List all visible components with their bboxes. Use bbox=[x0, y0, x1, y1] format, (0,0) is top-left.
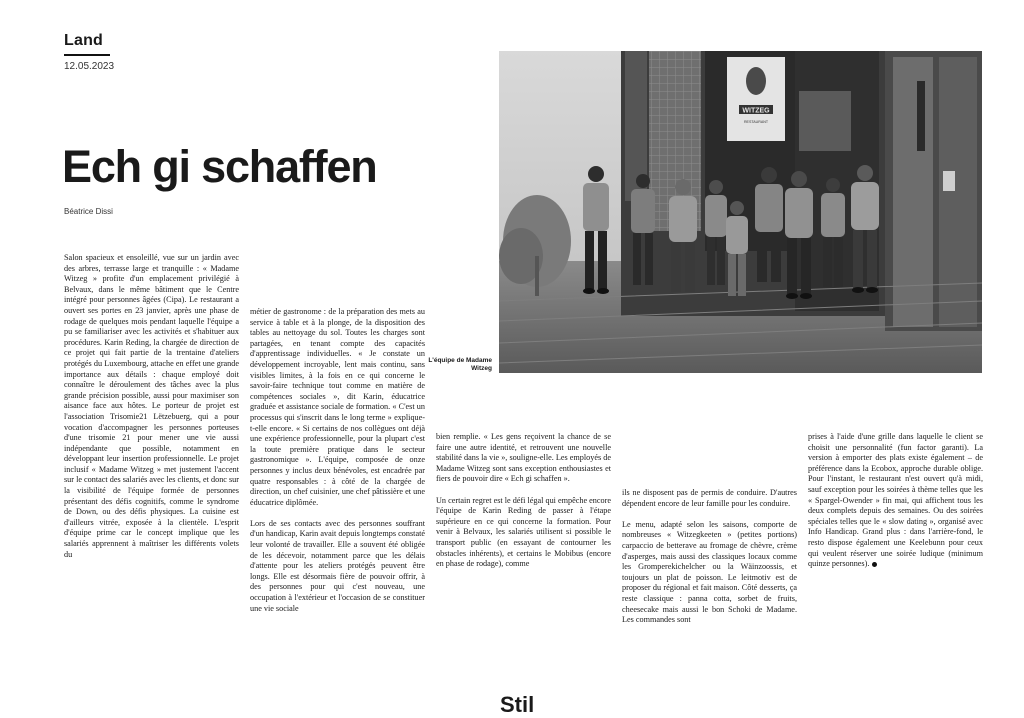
author-byline: Béatrice Dissi bbox=[64, 207, 113, 216]
text-column-4 bbox=[622, 488, 797, 626]
section-label: Land bbox=[64, 32, 104, 49]
paragraph-text: prises à l'aide d'une grille dans laquelle le client se choisit une personnalité (fun factor garanti). La version à emporter des plats existe également – de préférence dans la Ecobox, approche durable oblige. Pour l'instant, le restaurant n'est ouvert qu'à midi, sauf exception pour les soirées à thème telles que les « Spargel-Owender » fin mai, qui affichent tous les deux complets depuis des semaines. Ou des soirées spéciales telles que le « slow dating », organisé avec Info Handicap. Grand plus : dans l'arrière-fond, le resto dispose également une Keelebunn pour ceux qui veulent réserver une soirée ludique (minimum quinze personnes). bbox=[808, 432, 983, 569]
glass-door bbox=[885, 51, 982, 331]
paragraph: bien remplie. « Les gens reçoivent la chance de se faire une autre identité, et retrouvent une nouvelle stabilité dans la vie », souligne-elle. Les employés de Madame Witzeg sont sans exception enthousiastes et fiers de pouvoir dire « Ech gi schaffen ». bbox=[436, 432, 611, 484]
photo-caption: L'équipe de Madame Witzeg bbox=[428, 357, 492, 372]
article-headline: Ech gi schaffen bbox=[62, 141, 377, 192]
paragraph: ils ne disposent pas de permis de conduire. D'autres dépendent encore de leur famille pour les conduire. bbox=[622, 488, 797, 508]
paragraph: Salon spacieux et ensoleillé, vue sur un jardin avec des arbres, terrasse large et tranquille : « Madame Witzeg » profite d'un emplacement privilégié à Belvaux, dans le même bâtiment que le Centre intégré pour personnes âgées (Cipa). Le restaurant a ouvert ses portes en 23 janvier, après une phase de rodage de quelques mois pendant laquelle l'équipe a pu se familiariser avec les activités et s'habituer aux procédures. Karin Reding, la chargée de direction de ce projet qui fait partie de la trentaine d'ateliers protégés du Luxembourg, attache en effet une grande importance aux détails : chaque employé doit connaître le déroulement des tâches avec la plus grande précision possible, aussi pour maximiser son aisance face aux hôtes. Le porteur de projet est l'association Trisomie21 Lëtzebuerg, qui a pour vocation d'accompagner les personnes porteuses d'une trisomie 21 pour mener une vie aussi indépendante que possible, notamment en développant leur insertion professionnelle. Le projet inclusif « Madame Witzeg » met justement l'accent sur le contact des salariés avec les clients, et donc sur la visibilité de l'équipe formée de personnes présentant des défis cognitifs, comme le syndrome de Down, ou des défis physiques. La cuisine est d'ailleurs vitrée, exposée à la clientèle. L'esprit d'équipe prime car le concept implique que les salariés apprennent à maîtriser les différents volets du bbox=[64, 253, 239, 559]
restaurant-sign bbox=[727, 57, 785, 141]
section-rule bbox=[64, 54, 110, 56]
paragraph: Lors de ses contacts avec des personnes souffrant d'un handicap, Karin avait depuis longtemps constaté leur volonté de travailler. Elle a souvent été obligée de les décevoir, notamment parce que les délais d'attente pour les ateliers protégés peuvent être longs. Elle est désormais fière de pouvoir offrir, à des personnes pour qui c'est nouveau, une occupation à l'extérieur et l'occasion de se constituer une vie sociale bbox=[250, 518, 425, 613]
sign-text: WITZEG bbox=[742, 107, 770, 115]
sign-subtext: RESTAURANT bbox=[743, 120, 769, 124]
paragraph: métier de gastronome : de la préparation des mets au service à table et à la plonge, de la disposition des tables au nettoyage du sol. Toutes les charges sont partagées, en tenant compte des capacités d'apprentissage individuelles. « Je constate un développement incroyable, lent mais continu, sans visibles limites, à la fois en ce qui concerne le savoir-faire technique tout comme en matière de compétences sociales », dit Karin, éducatrice graduée et assistance sociale de formation. « C'est un processus qui s'inscrit dans le long terme » explique-t-elle encore. « Si certains de nos collègues ont déjà une expérience professionnelle, pour la plupart c'est la toute première pratique dans le secteur gastronomique ». L'équipe, composée de onze personnes y inclus deux bénévoles, est encadrée par quatre responsables : à côté de la chargée de direction, un chef cuisinier, une chef pâtissière et une éducatrice diplômée. bbox=[250, 307, 425, 507]
text-column-1 bbox=[64, 253, 239, 560]
text-column-2 bbox=[250, 307, 425, 614]
publication-date: 12.05.2023 bbox=[64, 61, 115, 72]
end-of-article-mark bbox=[872, 562, 877, 567]
paragraph: Le menu, adapté selon les saisons, comporte de nombreuses « Witzegkeeten » (petites portions) carpaccio de betterave au fromage de chèvre, crème d'asperges, mais aussi des classiques locaux comme les Gromperekichelcher ou la Wäinzoossis, et toujours un plat de poisson. Le leitmotiv est de proposer du régional et fait maison. Côté desserts, ça reste classique : panna cotta, sorbet de fruits, cheesecake mais aussi le bon Schoki de Madame. Les commandes sont bbox=[622, 519, 797, 625]
team-photo bbox=[499, 51, 982, 373]
paragraph bbox=[808, 432, 983, 570]
text-column-5 bbox=[808, 432, 983, 570]
next-article-title-fragment: Stil bbox=[500, 692, 535, 717]
paragraph: Un certain regret est le défi légal qui empêche encore l'équipe de Karin Reding de passer à l'étape supérieure en ce qui concerne la formation. Pour venir à Belvaux, les salariés utilisent si possible le transport public (en essayant de contourner les obstacles inhérents), et certains le Mobibus (encore en phase de rodage), comme bbox=[436, 495, 611, 569]
text-column-3 bbox=[436, 432, 611, 570]
